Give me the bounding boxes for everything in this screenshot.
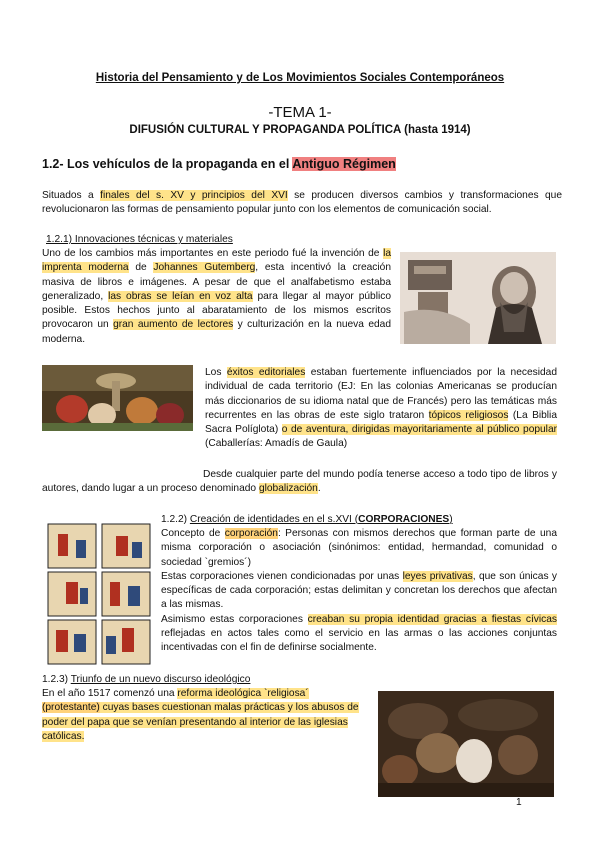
reading-painting-image [42, 365, 193, 431]
intro-highlight: finales del s. XV y principios del XVI [100, 190, 288, 201]
intro-paragraph [42, 189, 562, 218]
exitos-f: o de aventura, dirigidas mayoritariamente al público popular [281, 424, 558, 436]
s122-p3a: Asimismo estas corporaciones [161, 613, 308, 625]
exitos-g: (Caballerías: Amadís de Gaula) [205, 438, 348, 450]
s121-p9: y culturización en la nueva edad moderna. [42, 319, 391, 345]
exitos-paragraph [205, 366, 557, 452]
s123-a: En el año 1517 comenzó una [42, 688, 178, 699]
tema-heading: -TEMA 1- [268, 104, 332, 121]
s123-d: cuyas bases cuestionan malas prácticas y los abusos de poder del papa que se venían presentando al interior de las iglesias católicas. [42, 702, 359, 742]
s121-p1: Uno de los cambios más importantes en este periodo fué la invención de [42, 248, 384, 259]
section-1-2-2-heading [161, 514, 453, 525]
s121-p6: las obras se leían en voz alta [108, 290, 253, 302]
gutenberg-image [400, 252, 556, 344]
s123-heading: Triunfo de un nuevo discurso ideológico [70, 674, 251, 685]
subtitle: DIFUSIÓN CULTURAL Y PROPAGANDA POLÍTICA (hasta 1914) [129, 124, 471, 136]
gremios-image [46, 522, 152, 666]
s123-num: 1.2.3) [42, 674, 71, 685]
s123-b: reforma ideológica `religiosa´ [177, 688, 309, 699]
section-1-2-3-heading [42, 674, 250, 685]
globalizacion-paragraph [42, 468, 557, 497]
s122-heading-bold: CORPORACIONES [358, 514, 450, 525]
s122-p3b: creaban su propia identidad gracias a fiestas cívicas [307, 613, 557, 625]
s122-p2b: leyes privativas [402, 570, 473, 582]
s121-p5: , esta incentivó la creación masiva de libros e imágenes. A pesar de que el analfabetismo estaba generalizado, [42, 262, 391, 302]
intro-a: Situados a [42, 190, 101, 201]
s121-p4: Johannes Gutemberg [153, 262, 256, 274]
s122-body [161, 527, 557, 656]
exitos-b: éxitos editoriales [226, 367, 306, 378]
global-b: globalización [258, 483, 318, 495]
s122-p1b: corporación [224, 528, 278, 539]
s122-p1c: : Personas con mismos derechos que forman parte de una misma corporación o asociación (sinónimos: entidad, hermandad, comunidad o sociedad `gremios´) [161, 528, 557, 568]
page-number: 1 [516, 797, 522, 808]
section-1-2-highlight: Antiguo Régimen [292, 157, 396, 171]
section-1-2-heading [42, 157, 396, 171]
s121-p3: de [128, 262, 154, 274]
s122-p1a: Concepto de [161, 528, 225, 539]
exitos-d: tópicos religiosos [428, 409, 509, 421]
intro-c: se producen diversos cambios y transformaciones que revolucionaron las formas de pensamiento popular junto con los elementos de comunicación social. [42, 190, 562, 216]
s122-p3 [161, 613, 557, 656]
s121-paragraph [42, 247, 391, 347]
s121-p8: gran aumento de lectores [113, 319, 234, 331]
reformation-painting-image [378, 691, 554, 797]
global-c: . [317, 483, 321, 495]
s123-paragraph [42, 687, 374, 744]
exitos-e: (La Biblia Sacra Políglota) [205, 409, 557, 436]
section-1-2-prefix: 1.2- Los vehículos de la propaganda en el [42, 157, 293, 171]
global-a: Desde cualquier parte del mundo podía tenerse acceso a todo tipo de libros y autores, dando lugar a un proceso denominado [42, 469, 557, 495]
s123-c: (protestante) [42, 702, 100, 714]
s122-p3c: reflejadas en actos tales como el servicio en las armas o las acciones conjuntas incentivadas con el fin de definirse socialmente. [161, 628, 557, 654]
s122-p2 [161, 570, 557, 613]
s121-p2: la imprenta moderna [42, 248, 391, 274]
exitos-c: estaban fuertemente influenciados por la necesidad individual de cada territorio (EJ: En las colonias Americanas se producían más diccionarios de su idioma natal que de Francés) pero las temáticas más recurrentes en las obras de este siglo trataron [205, 367, 557, 421]
exitos-a: Los [205, 367, 227, 378]
s122-heading: Creación de identidades en el s.XVI ( [189, 514, 359, 525]
s122-num: 1.2.2) [161, 514, 190, 525]
s122-p1 [161, 527, 557, 570]
course-title: Historia del Pensamiento y de Los Movimientos Sociales Contemporáneos [95, 72, 505, 84]
s122-p2a: Estas corporaciones vienen condicionadas por unas [161, 570, 403, 582]
section-1-2-1-heading: 1.2.1) Innovaciones técnicas y materiales [46, 234, 233, 245]
s121-p7: para llegar al mayor público posible. Estos hechos junto al abaratamiento de los mismos escritos provocaron un [42, 290, 391, 331]
s122-heading-end: ) [449, 514, 453, 525]
s122-p2c: , que son únicas y específicas de cada corporación; estas delimitan y concretan los derechos que afectan a las mismas. [161, 570, 557, 611]
